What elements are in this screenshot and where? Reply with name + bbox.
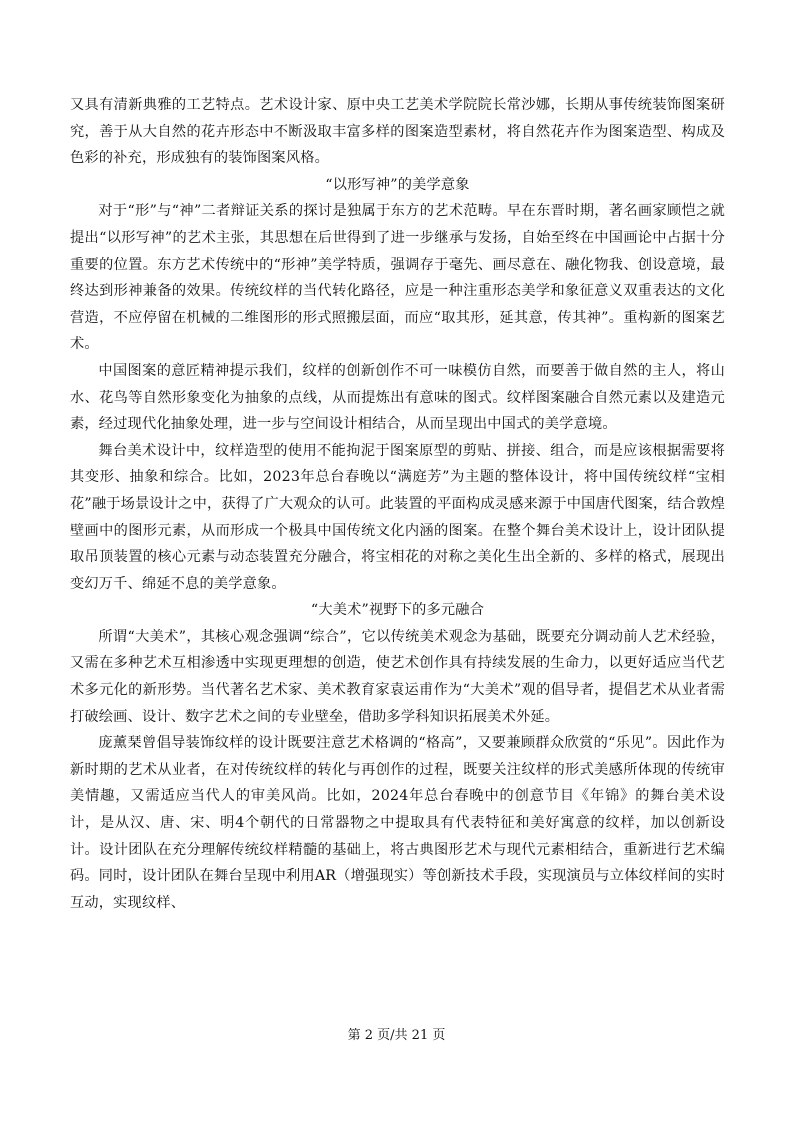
paragraph: 中国图案的意匠精神提示我们，纹样的创新创作不可一味模仿自然，而要善于做自然的主人，将山水、花鸟等自然形象变化为抽象的点线，从而提炼出有意味的图式。纹样图案融合自然元素以及建造元素，经过现代化抽象处理，进一步与空间设计相结合，从而呈现出中国式的美学意境。 — [70, 362, 725, 433]
section-heading-form-and-spirit: “以形写神”的美学意象 — [325, 176, 470, 193]
paragraph: 庞薰琹曾倡导装饰纹样的设计既要注意艺术格调的“格高”，又要兼顾群众欣赏的“乐见”。因此作为新时期的艺术从业者，在对传统纹样的转化与再创作的过程，既要关注纹样的形式美感所体现的传统审美情趣，又需适应当代人的审美风尚。比如，2024年总台春晚中的创意节目《年锦》的舞台美术设计，是从汉、唐、宋、明4个朝代的日常器物之中提取具有代表特征和美好寓意的纹样，加以创新设计。设计团队在充分理解传统纹样精髓的基础上，将古典图形艺术与现代元素相结合，重新进行艺术编码。同时，设计团队在舞台呈现中利用AR（增强现实）等创新技术手段，实现演员与立体纹样间的实时互动，实现纹样、 — [70, 735, 725, 911]
paragraph-continuation: 又具有清新典雅的工艺特点。艺术设计家、原中央工艺美术学院院长常沙娜，长期从事传统装饰图案研究，善于从大自然的花卉形态中不断汲取丰富多样的图案造型素材，将自然花卉作为图案造型、构成及色彩的补充，形成独有的装饰图案风格。 — [70, 97, 725, 167]
section-heading-grand-art: “大美术”视野下的多元融合 — [310, 602, 485, 619]
paragraph: 对于“形”与“神”二者辩证关系的探讨是独属于东方的艺术范畴。早在东晋时期，著名画家顾恺之就提出“以形写神”的艺术主张，其思想在后世得到了进一步继承与发扬，自始至终在中国画论中占据十分重要的位置。东方艺术传统中的“形神”美学特质，强调存于毫先、画尽意在、融化物我、创设意境，最终达到形神兼备的效果。传统纹样的当代转化路径，应是一种注重形态美学和象征意义双重表达的文化营造，不应停留在机械的二维图形的形式照搬层面，而应“取其形，延其意，传其神”。重构新的图案艺术。 — [70, 203, 725, 353]
paragraph: 舞台美术设计中，纹样造型的使用不能拘泥于图案原型的剪贴、拼接、组合，而是应该根据需要将其变形、抽象和综合。比如，2023年总台春晚以“满庭芳”为主题的整体设计，将中国传统纹样“宝相花”融于场景设计之中，获得了广大观众的认可。此装置的平面构成灵感来源于中国唐代图案，结合敦煌壁画中的图形元素，从而形成一个极具中国传统文化内涵的图案。在整个舞台美术设计上，设计团队提取吊顶装置的核心元素与动态装置充分融合，将宝相花的对称之美化生出全新的、多样的格式，展现出变幻万千、绵延不息的美学意象。 — [70, 442, 725, 592]
page-number: 第 2 页/共 21 页 — [347, 1028, 446, 1043]
paragraph: 所谓“大美术”，其核心观念强调“综合”，它以传统美术观念为基础，既要充分调动前人艺术经验，又需在多种艺术互相渗透中实现更理想的创造，使艺术创作具有持续发展的生命力，以更好适应当代艺术多元化的新形势。当代著名艺术家、美术教育家袁运甫作为“大美术”观的倡导者，提倡艺术从业者需打破绘画、设计、数字艺术之间的专业壁垒，借助多学科知识拓展美术外延。 — [70, 628, 725, 725]
document-body — [70, 92, 725, 916]
page-footer — [0, 1027, 793, 1045]
